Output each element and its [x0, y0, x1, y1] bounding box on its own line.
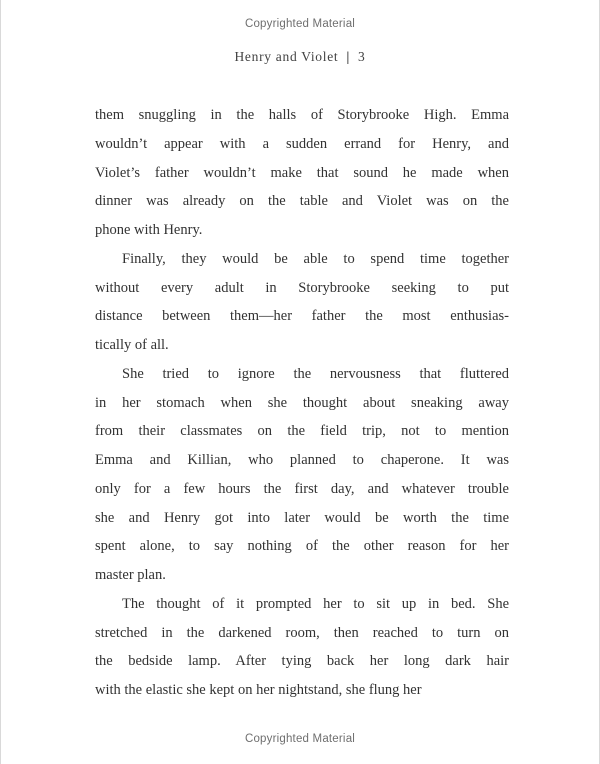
text-line: The thought of it prompted her to sit up in bed. She	[122, 595, 509, 612]
text-line: she and Henry got into later would be worth the time	[95, 509, 509, 526]
text-line: Emma and Killian, who planned to chaperone. It was	[95, 452, 509, 468]
paragraph	[95, 245, 509, 360]
copyright-notice-bottom: Copyrighted Material	[244, 733, 356, 745]
text-line: with the elastic she kept on her nightstand, she flung her	[95, 682, 422, 698]
page-header	[1, 49, 599, 65]
text-line: dinner was already on the table and Violet was on the	[95, 193, 509, 210]
text-line: spent alone, to say nothing of the other reason for her	[95, 538, 509, 555]
paragraph	[95, 590, 509, 705]
text-line: in her stomach when she thought about sneaking away	[95, 394, 509, 411]
text-line: Finally, they would be able to spend time together	[122, 250, 509, 267]
text-line: tically of all.	[95, 337, 169, 353]
body-text	[95, 101, 509, 705]
text-line: them snuggling in the halls of Storybrooke High. Emma	[95, 107, 509, 123]
chapter-title: Henry and Violet	[234, 49, 339, 64]
text-line: master plan.	[95, 567, 166, 583]
text-line: stretched in the darkened room, then reached to turn on	[95, 624, 509, 641]
text-line: She tried to ignore the nervousness that fluttered	[122, 365, 509, 382]
paragraph	[95, 360, 509, 590]
text-line: the bedside lamp. After tying back her long dark hair	[95, 653, 509, 670]
text-line: from their classmates on the field trip, not to mention	[95, 423, 509, 440]
text-line: Violet’s father wouldn’t make that sound he made when	[95, 164, 509, 181]
text-line: only for a few hours the first day, and whatever trouble	[95, 480, 509, 497]
header-separator: |	[346, 49, 351, 64]
text-line: without every adult in Storybrooke seeking to put	[95, 279, 509, 296]
copyright-notice-top: Copyrighted Material	[244, 18, 356, 30]
text-line: wouldn’t appear with a sudden errand for Henry, and	[95, 135, 509, 152]
page-number: 3	[358, 49, 366, 64]
text-line: distance between them—her father the most enthusias-	[95, 308, 509, 325]
paragraph	[95, 101, 509, 245]
text-line: phone with Henry.	[95, 222, 203, 238]
